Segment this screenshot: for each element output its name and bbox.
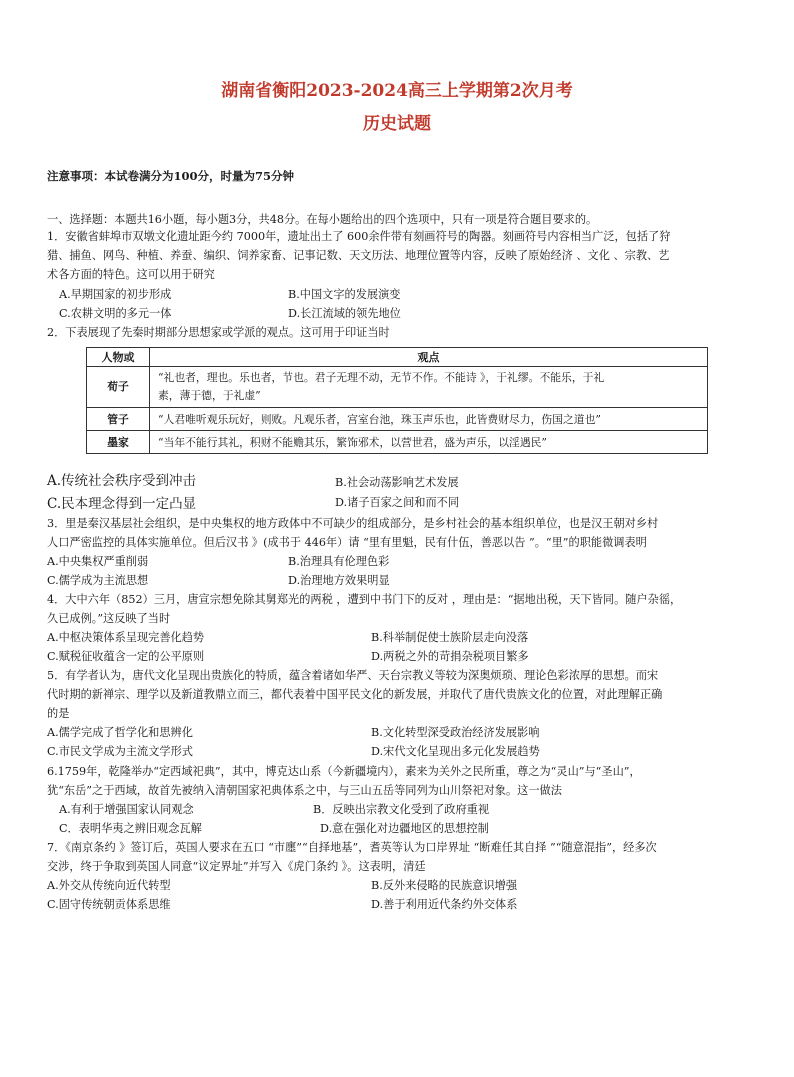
table-row: [87, 431, 708, 454]
question-2-option-c[interactable]: C.民本理念得到一定凸显: [47, 496, 197, 512]
table-header-row: [87, 348, 708, 367]
table-cell-person: 墨家: [87, 431, 150, 454]
question-7-line: 交涉，终于争取到英国人同意“议定界址”并写入《虎门条约 》。这表明，清廷: [47, 860, 426, 873]
question-6-option-d[interactable]: D.意在强化对边疆地区的思想控制: [320, 822, 489, 835]
question-3-option-c[interactable]: C.儒学成为主流思想: [47, 574, 149, 587]
question-2-option-b[interactable]: B.社会动荡影响艺术发展: [335, 476, 459, 489]
question-3-option-b[interactable]: B.治理具有伦理色彩: [288, 555, 390, 568]
section-instructions: 一、选择题：本题共16小题，每小题3分，共48分。在每小题给出的四个选项中，只有一项是符合题目要求的。: [47, 213, 598, 226]
question-3-option-d[interactable]: D.治理地方效果明显: [288, 574, 390, 587]
question-3-line: 3．里是秦汉基层社会组织，是中央集权的地方政体中不可缺少的组成部分，是乡村社会的基本组织单位，也是汉王朝对乡村: [47, 517, 659, 530]
question-2-option-a[interactable]: A.传统社会秩序受到冲击: [47, 473, 197, 489]
question-7-option-b[interactable]: B.反外来侵略的民族意识增强: [371, 879, 518, 892]
question-7-option-a[interactable]: A.外交从传统向近代转型: [47, 879, 171, 892]
table-cell-person: 荀子: [87, 367, 150, 408]
question-5-option-b[interactable]: B.文化转型深受政治经济发展影响: [371, 726, 540, 739]
question-4-option-d[interactable]: D.两税之外的苛捐杂税项目繁多: [371, 650, 529, 663]
question-3-line: 人口严密监控的具体实施单位。但后汉书 》(成书于 446年）请 “里有里魁，民有什伍，善恶以告 ”。“里”的职能微调表明: [47, 536, 647, 549]
question-7-option-d[interactable]: D.善于利用近代条约外交体系: [371, 898, 518, 911]
question-4-line: 4．大中六年（852）三月，唐宣宗想免除其舅郑光的两税 ，遭到中书门下的反对 ，理由是：“据地出税，天下皆同。随户杂徭，: [47, 593, 682, 606]
question-5-option-c[interactable]: C.市民文学成为主流文学形式: [47, 745, 193, 758]
exam-title: 湖南省衡阳2023-2024高三上学期第2次月考: [221, 81, 573, 101]
question-6-option-c[interactable]: C．表明华夷之辨旧观念瓦解: [59, 822, 202, 835]
question-2-option-d[interactable]: D.诸子百家之间和而不同: [335, 496, 460, 509]
table-cell-view: “当年不能行其礼，积财不能赡其乐，繁饰邪术，以营世君，盛为声乐，以淫遇民”: [150, 431, 708, 454]
question-7-option-c[interactable]: C.固守传统朝贡体系思维: [47, 898, 171, 911]
question-5-line: 5．有学者认为，唐代文化呈现出贵族化的特质，蕴含着诸如华严、天台宗教义等较为深奥烦琐、理论色彩浓厚的思想。而宋: [47, 669, 659, 682]
question-6-line: 犹“东岳”之于西域，故首先被纳入清朝国家祀典体系之中，与三山五岳等同列为山川祭祀对象。这一做法: [47, 784, 562, 797]
table-cell-view: “人君唯听观乐玩好，则败。凡观乐者，宫室台池，珠玉声乐也，此皆费财尽力，伤国之道也”: [150, 408, 708, 431]
question-4-option-c[interactable]: C.赋税征收蕴含一定的公平原则: [47, 650, 205, 663]
table-cell-person: 管子: [87, 408, 150, 431]
viewpoints-table: [86, 347, 708, 454]
exam-notice: 注意事项：本试卷满分为100分，时量为75分钟: [47, 169, 295, 183]
view-text-line: “礼也者，理也。乐也者，节也。君子无理不动，无节不作。不能诗 》，于礼缪。不能乐，于礼: [158, 371, 605, 384]
table-header-person: 人物或: [87, 348, 150, 367]
question-6-option-b[interactable]: B．反映出宗教文化受到了政府重视: [313, 803, 490, 816]
question-6-line: 6.1759年，乾隆举办“定西域祀典”，其中，博克达山系（今新疆境内），素来为关外之民所重，尊之为“灵山”与“圣山”，: [47, 765, 641, 778]
table-row: [87, 408, 708, 431]
question-4-option-b[interactable]: B.科举制促使士族阶层走向没落: [371, 631, 529, 644]
question-1-option-a[interactable]: A.早期国家的初步形成: [59, 288, 172, 301]
question-1-option-b[interactable]: B.中国文字的发展演变: [288, 288, 401, 301]
question-1-line: 术各方面的特色。这可以用于研究: [47, 268, 215, 281]
question-4-option-a[interactable]: A.中枢决策体系呈现完善化趋势: [47, 631, 205, 644]
question-1-line: 猎、捕鱼、网鸟、种植、养蚕、编织、饲养家畜、记事记数、天文历法、地理位置等内容，反映了原始经济 、文化 、宗教、艺: [47, 249, 670, 262]
question-1-option-c[interactable]: C.农耕文明的多元一体: [59, 307, 172, 320]
question-5-option-a[interactable]: A.儒学完成了哲学化和思辨化: [47, 726, 193, 739]
question-3-option-a[interactable]: A.中央集权严重削弱: [47, 555, 149, 568]
question-6-option-a[interactable]: A.有利于增强国家认同观念: [59, 803, 194, 816]
view-text-line: 素，薄于德，于礼虚”: [158, 389, 261, 402]
exam-subtitle: 历史试题: [363, 114, 431, 134]
question-5-line: 代时期的新禅宗、理学以及新道教鼎立而三，都代表着中国平民文化的新发展，并取代了唐代贵族文化的位置，对此理解正确: [47, 688, 663, 701]
question-1-line: 1．安徽省蚌埠市双墩文化遗址距今约 7000年，遗址出土了 600余件带有刻画符号的陶器。刻画符号内容相当广泛，包括了狩: [47, 230, 671, 243]
question-4-line: 久已成例。”这反映了当时: [47, 612, 171, 625]
table-cell-view: [150, 367, 708, 408]
question-7-line: 7．《南京条约 》签订后，英国人要求在五口 “市廛”“自择地基”，耆英等认为口岸界址 “断难任其自择 ”“随意混指”，经多次: [47, 841, 657, 854]
question-5-option-d[interactable]: D.宋代文化呈现出多元化发展趋势: [371, 745, 540, 758]
question-2-stem: 2．下表展现了先秦时期部分思想家或学派的观点。这可用于印证当时: [47, 326, 390, 339]
question-1-option-d[interactable]: D.长江流域的领先地位: [288, 307, 401, 320]
table-row: [87, 367, 708, 408]
table-header-view: 观点: [150, 348, 708, 367]
question-5-line: 的是: [47, 707, 70, 720]
